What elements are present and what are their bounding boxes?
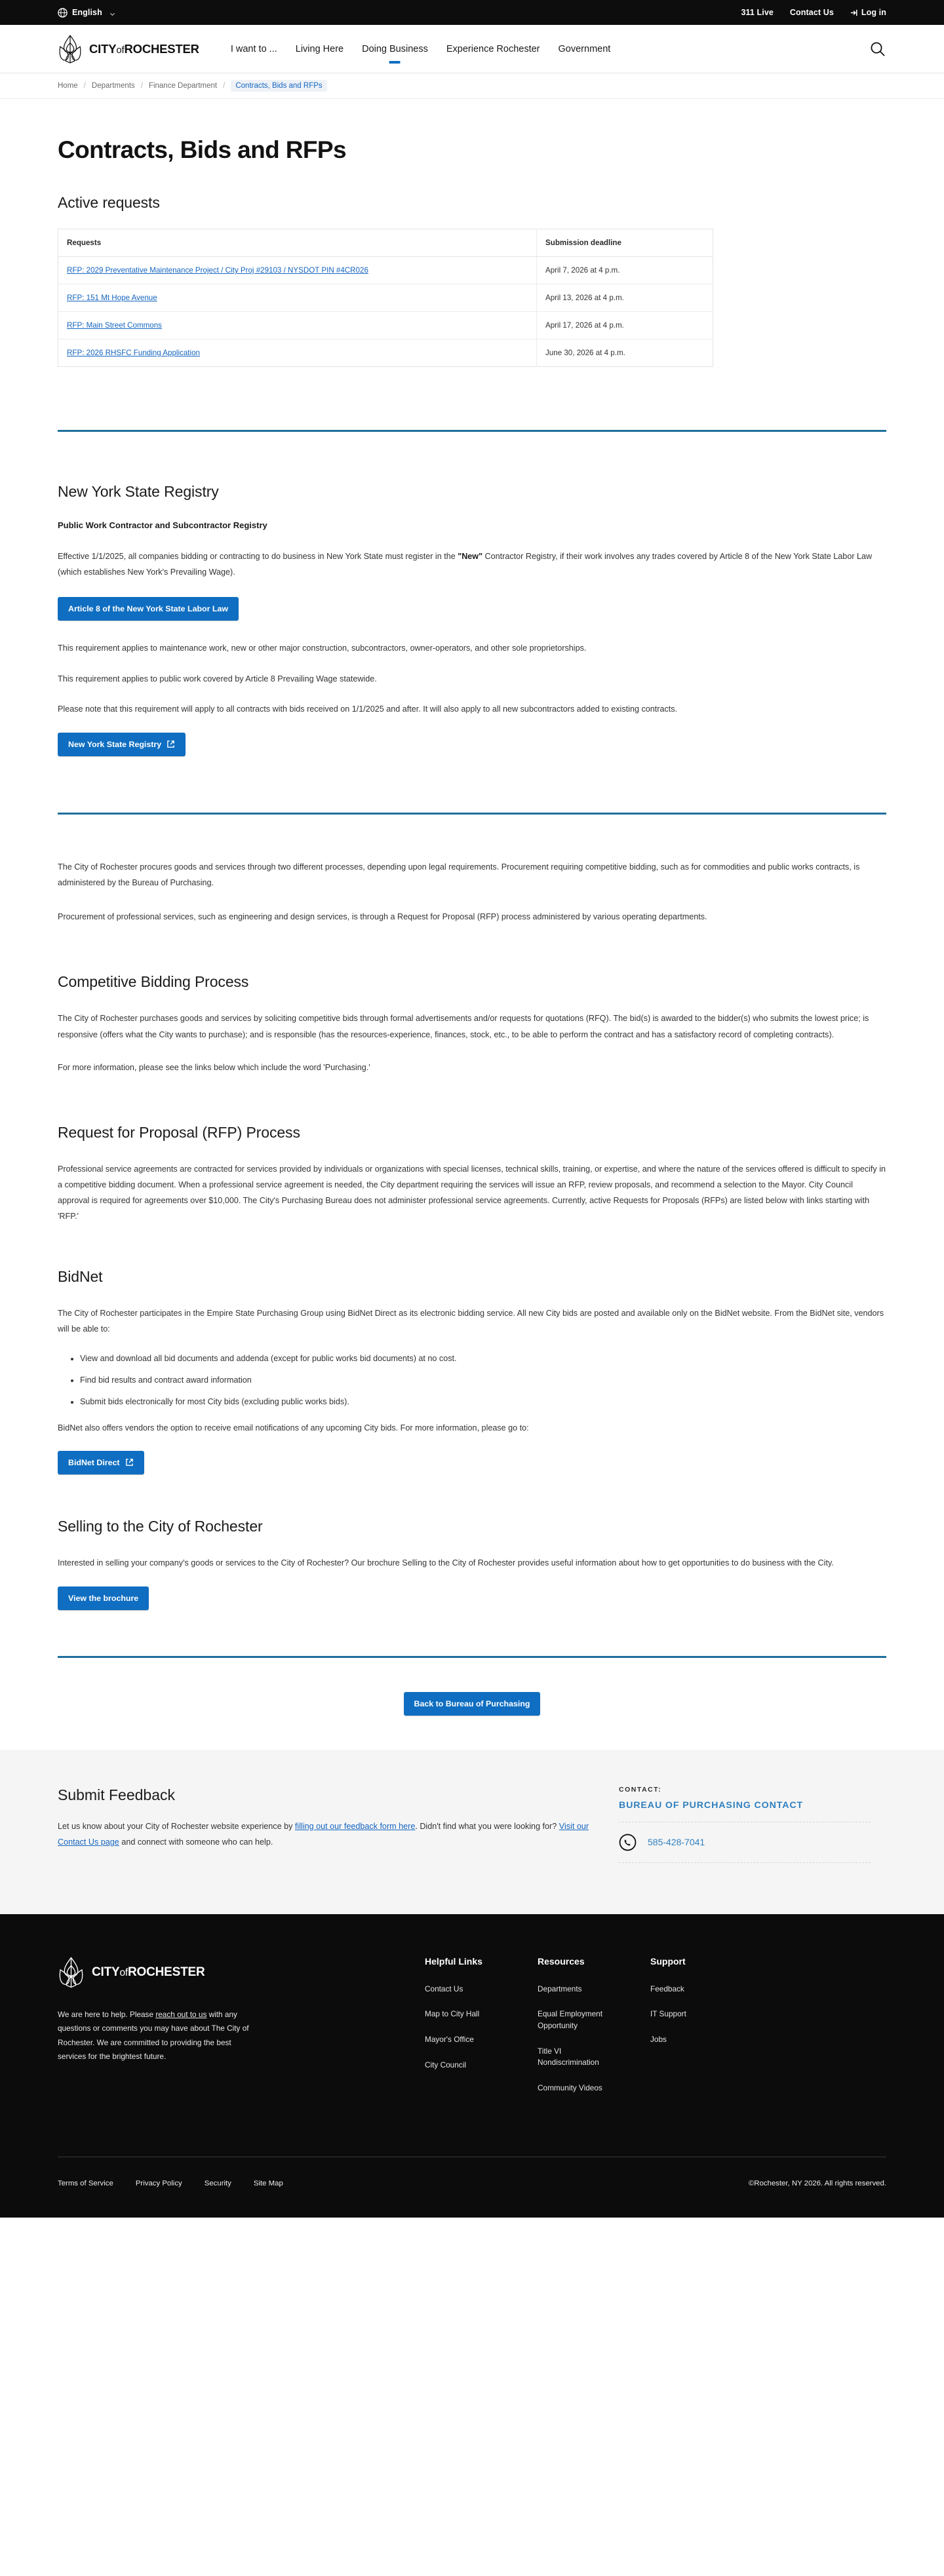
nys-registry-subheading: Public Work Contractor and Subcontractor Registry [58, 520, 267, 530]
login-icon [850, 9, 859, 17]
nys-registry-paragraph-1 [58, 548, 886, 580]
brand-rochester: ROCHESTER [124, 41, 199, 56]
table-row [58, 339, 713, 367]
site-logo[interactable] [58, 34, 199, 64]
contact-card-divider [619, 1862, 871, 1863]
utility-bar [0, 0, 944, 25]
section-divider [58, 1656, 886, 1658]
nys-registry-paragraph-4: Please note that this requirement will apply to all contracts with bids received on 1/1/2025 and after. It will also apply to all new subcontractors added to existing contracts. [58, 704, 678, 714]
new-york-state-registry-button[interactable] [58, 733, 186, 756]
footer-link-title-vi-nondiscrimination[interactable]: Title VI Nondiscrimination [538, 2046, 599, 2067]
nav-item-living-here[interactable]: Living Here [295, 43, 344, 54]
reach-out-to-us-link[interactable]: reach out to us [155, 2009, 207, 2019]
language-selector[interactable] [58, 8, 116, 18]
footer-wordmark [92, 1965, 205, 1980]
table-row [58, 284, 713, 312]
nav-item-experience-rochester[interactable]: Experience Rochester [446, 43, 540, 54]
rfp-process-paragraph-1: Professional service agreements are contracted for services provided by individuals or organizations with special licenses, technical skills, training, or expertise, and where the nature of the services offered is difficult to specify in a competitive bidding document. When a professional service agreement is needed, the City department requiring the services will issue an RFP, review proposals, and recommend a selection to the Mayor. City Council approval is required for agreements over $10,000. The City's Purchasing Bureau does not administer professional service agreements. Currently, active Requests for Proposals (RFPs) are listed below with links starting with 'RFP.' [58, 1164, 886, 1221]
contact-phone-link[interactable]: 585-428-7041 [648, 1837, 705, 1848]
footer-column-support [650, 1956, 763, 2108]
competitive-bidding-paragraph-2: For more information, please see the links below which include the word 'Purchasing.' [58, 1062, 370, 1072]
contact-card-label: CONTACT: [619, 1786, 662, 1794]
site-header [0, 25, 944, 73]
globe-icon [58, 8, 68, 18]
p1-part-a: Effective 1/1/2025, all companies bidding or contracting to do business in New York State must register in the [58, 552, 458, 561]
footer-blurb-b: with any questions or comments you may have about The City of Rochester. We are committed to providing the best services for the brightest future. [58, 2009, 249, 2062]
table-header-row [58, 229, 713, 257]
nys-registry-paragraph-3: This requirement applies to public work covered by Article 8 Prevailing Wage statewide. [58, 674, 377, 683]
city-emblem-icon [58, 1956, 85, 1989]
bidnet-benefits-list [80, 1353, 886, 1408]
footer-link-security[interactable]: Security [204, 2179, 231, 2187]
breadcrumb-item-current: Contracts, Bids and RFPs [231, 80, 326, 92]
nav-item-doing-business[interactable]: Doing Business [362, 25, 428, 73]
footer-legal-links [58, 2180, 283, 2187]
column-header-requests: Requests [58, 229, 537, 257]
table-row [58, 312, 713, 339]
footer-blurb-a: We are here to help. Please [58, 2009, 156, 2019]
footer-brand-city: CITY [92, 1965, 120, 1979]
view-brochure-button-label: View the brochure [68, 1593, 139, 1603]
selling-paragraph-1: Interested in selling your company's goods or services to the City of Rochester? Our brochure Selling to the City of Rochester provides useful information about how to get opportunities to do business with the City. [58, 1558, 834, 1567]
bidnet-heading: BidNet [58, 1267, 103, 1285]
footer-link-terms-of-service[interactable]: Terms of Service [58, 2179, 113, 2187]
footer-link-site-map[interactable]: Site Map [253, 2179, 283, 2187]
city-emblem-icon [58, 34, 83, 64]
list-item: • Find bid results and contract award information [80, 1374, 886, 1387]
feedback-heading: Submit Feedback [58, 1786, 175, 1803]
brand-city: CITY [89, 41, 117, 56]
login-button[interactable] [850, 8, 886, 17]
footer-column-title: Support [650, 1955, 686, 1967]
footer-link-feedback[interactable]: Feedback [650, 1984, 684, 1993]
chevron-down-icon [109, 9, 116, 16]
breadcrumb-separator: / [140, 82, 143, 90]
footer-column-resources [538, 1956, 650, 2108]
footer-blurb [58, 2008, 254, 2064]
bidnet-direct-button-label: BidNet Direct [68, 1457, 120, 1467]
view-brochure-button[interactable] [58, 1586, 149, 1610]
breadcrumb-separator: / [223, 82, 226, 90]
back-to-bureau-of-purchasing-button[interactable] [404, 1692, 541, 1716]
procurement-paragraph-2: Procurement of professional services, such as engineering and design services, is through a Request for Proposal (RFP) process administered by various operating departments. [58, 912, 707, 922]
footer-link-mayors-office[interactable]: Mayor's Office [425, 2035, 474, 2045]
contact-card [595, 1786, 871, 1863]
feedback-text-a: Let us know about your City of Rochester website experience by [58, 1821, 295, 1831]
main-navigation [231, 25, 610, 73]
contact-us-page-link[interactable]: Visit our Contact Us page [58, 1821, 589, 1847]
feedback-text-c: and connect with someone who can help. [119, 1837, 273, 1847]
footer-brand-rochester: ROCHESTER [128, 1965, 205, 1979]
footer-link-jobs[interactable]: Jobs [650, 2035, 667, 2045]
nav-item-i-want-to[interactable]: I want to ... [230, 43, 277, 54]
feedback-form-link[interactable]: filling out our feedback form here [294, 1821, 416, 1831]
topbar-link-311-live[interactable]: 311 Live [741, 8, 774, 17]
search-icon[interactable] [869, 41, 886, 58]
p1-part-b: Contractor Registry, if their work involves any trades covered by Article 8 of the New York State Labor Law (which establishes New York's Prevailing Wage). [58, 552, 873, 577]
section-divider [58, 813, 886, 815]
column-header-submission-deadline: Submission deadline [537, 229, 713, 257]
bidnet-paragraph-1: The City of Rochester participates in the Empire State Purchasing Group using BidNet Direct as its electronic bidding service. All new City bids are posted and available only on the BidNet website. From the BidNet site, vendors will be able to: [58, 1308, 884, 1334]
footer-brand-of: of [119, 1967, 128, 1978]
selling-heading: Selling to the City of Rochester [58, 1517, 263, 1535]
breadcrumb-separator: / [83, 82, 86, 90]
topbar-link-contact-us[interactable]: Contact Us [789, 8, 834, 17]
footer-link-departments[interactable]: Departments [538, 1984, 582, 1993]
contact-card-title[interactable]: BUREAU OF PURCHASING CONTACT [619, 1799, 804, 1811]
footer-copyright: ©Rochester, NY 2026. All rights reserved. [748, 2179, 886, 2187]
footer-link-contact-us[interactable]: Contact Us [425, 1984, 463, 1993]
footer-link-community-videos[interactable]: Community Videos [538, 2083, 602, 2093]
request-deadline: April 7, 2026 at 4 p.m. [537, 257, 713, 284]
registry-button-label: New York State Registry [68, 739, 162, 749]
external-link-icon [167, 740, 175, 748]
section-divider [58, 430, 886, 432]
p1-bold-new: "New" [458, 552, 483, 561]
table-row [58, 257, 713, 284]
request-link[interactable]: RFP: 2026 RHSFC Funding Application [67, 349, 200, 357]
footer-link-privacy-policy[interactable]: Privacy Policy [135, 2179, 182, 2187]
active-requests-heading: Active requests [58, 194, 160, 211]
request-link[interactable]: RFP: Main Street Commons [67, 321, 162, 330]
brand-of: of [116, 44, 125, 56]
article-8-button-label: Article 8 of the New York State Labor Law [68, 604, 228, 614]
language-label: English [72, 8, 102, 17]
breadcrumb [0, 73, 944, 99]
rfp-process-heading: Request for Proposal (RFP) Process [58, 1123, 300, 1141]
footer-column-title: Resources [538, 1955, 585, 1967]
feedback-text [58, 1818, 595, 1851]
nys-registry-paragraph-2: This requirement applies to maintenance work, new or other major construction, subcontractors, owner-operators, and other sole proprietorships. [58, 644, 587, 653]
request-link[interactable]: RFP: 2029 Preventative Maintenance Project / City Proj #29103 / NYSDOT PIN #4CR026 [67, 266, 368, 275]
nys-registry-heading: New York State Registry [58, 483, 219, 500]
footer-link-city-council[interactable]: City Council [425, 2060, 466, 2069]
page-title: Contracts, Bids and RFPs [58, 136, 346, 163]
list-item: • View and download all bid documents and addenda (except for public works bid documents) at no cost. [80, 1353, 886, 1365]
external-link-icon [125, 1458, 134, 1467]
footer-column-helpful-links [425, 1956, 538, 2108]
back-button-label: Back to Bureau of Purchasing [414, 1699, 530, 1708]
request-deadline: June 30, 2026 at 4 p.m. [537, 339, 713, 367]
contact-phone-row [619, 1822, 871, 1862]
article-8-button[interactable] [58, 597, 239, 621]
active-requests-table [58, 229, 713, 367]
login-label: Log in [861, 8, 886, 17]
competitive-bidding-heading: Competitive Bidding Process [58, 973, 249, 991]
breadcrumb-item-departments[interactable]: Departments [91, 82, 135, 90]
phone-icon [619, 1834, 637, 1851]
breadcrumb-item-finance-department[interactable]: Finance Department [148, 82, 218, 90]
footer-link-equal-employment-opportunity[interactable]: Equal Employment Opportunity [538, 2009, 603, 2031]
competitive-bidding-paragraph-1: The City of Rochester purchases goods and services by soliciting competitive bids through formal advertisements and/or requests for quotations (RFQ). The bid(s) is awarded to the bidder(s) who submits the lowest price; is responsive (offers what the City wants to purchase); and is responsible (has the resources-experience, finances, stock, etc., to be able to perform the contract and has a satisfactory record of completing contracts). [58, 1014, 869, 1039]
breadcrumb-item-home[interactable]: Home [58, 82, 78, 90]
footer-link-map-to-city-hall[interactable]: Map to City Hall [425, 2009, 480, 2019]
footer-link-it-support[interactable]: IT Support [650, 2009, 686, 2019]
feedback-section [0, 1750, 944, 1914]
list-item: • Submit bids electronically for most City bids (excluding public works bids). [80, 1396, 886, 1408]
nav-item-government[interactable]: Government [558, 43, 611, 54]
request-deadline: April 13, 2026 at 4 p.m. [537, 284, 713, 312]
footer-column-title: Helpful Links [425, 1955, 482, 1967]
procurement-paragraph-1: The City of Rochester procures goods and services through two different processes, depending upon legal requirements. Procurement requiring competitive bidding, such as for commodities and public works contracts, is administered by the Bureau of Purchasing. [58, 862, 860, 888]
footer-logo[interactable] [58, 1956, 425, 1989]
feedback-text-b: . Didn't find what you were looking for? [415, 1821, 559, 1831]
request-deadline: April 17, 2026 at 4 p.m. [537, 312, 713, 339]
bidnet-direct-button[interactable] [58, 1451, 144, 1474]
request-link[interactable]: RFP: 151 Mt Hope Avenue [67, 294, 157, 302]
site-footer [0, 1914, 944, 2218]
bidnet-paragraph-2: BidNet also offers vendors the option to receive email notifications of any upcoming City bids. For more information, please go to: [58, 1423, 529, 1433]
brand-wordmark [89, 42, 199, 56]
